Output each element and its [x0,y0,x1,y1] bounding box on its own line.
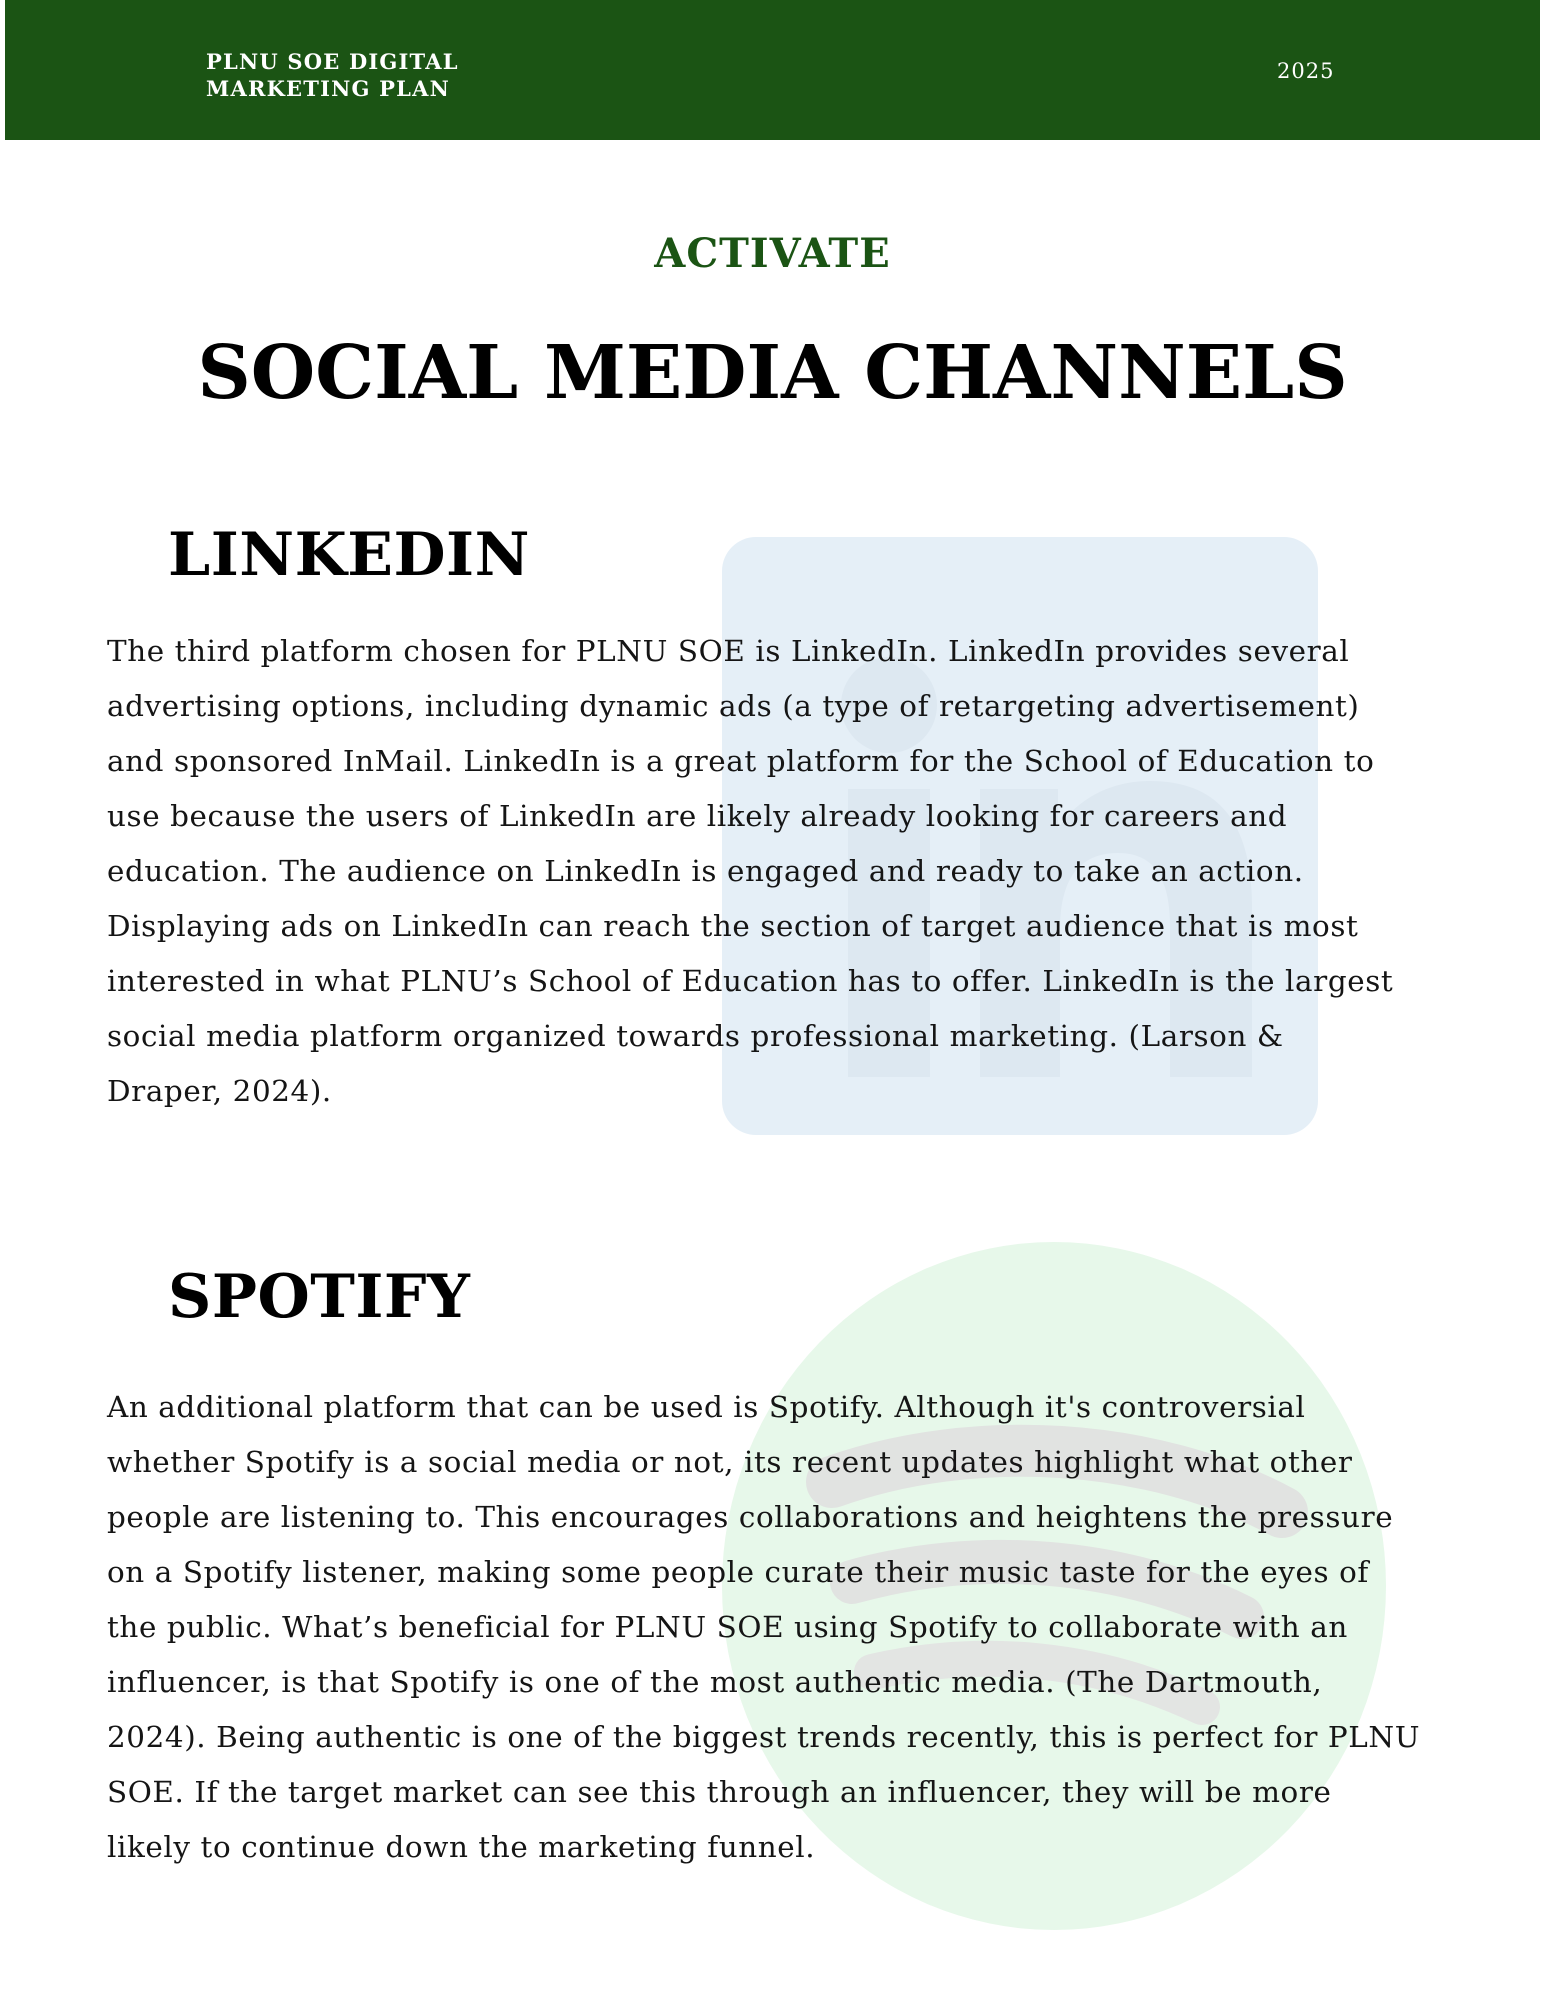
header-year: 2025 [1277,59,1335,83]
spotify-line: 2024). Being authentic is one of the biggest trends recently, this is perfect for PLNU [107,1720,1421,1754]
spotify-line: influencer, is that Spotify is one of the most authentic media. (The Dartmouth, [107,1665,1323,1699]
spotify-line: whether Spotify is a social media or not, its recent updates highlight what other [107,1445,1353,1479]
page-title: SOCIAL MEDIA CHANNELS [197,330,1348,416]
linkedin-heading: LINKEDIN [168,520,530,590]
spotify-line: SOE. If the target market can see this through an influencer, they will be more [107,1775,1332,1809]
section-tag: ACTIVATE [654,230,891,277]
linkedin-line: Displaying ads on LinkedIn can reach the section of target audience that is most [107,909,1359,943]
header-title-line-1: PLNU SOE DIGITAL [206,49,459,74]
spotify-line: likely to continue down the marketing funnel. [107,1830,816,1864]
linkedin-line: interested in what PLNU’s School of Education has to offer. LinkedIn is the largest [107,964,1394,998]
linkedin-line: social media platform organized towards professional marketing. (Larson & [107,1019,1284,1053]
spotify-line: people are listening to. This encourages collaborations and heightens the pressure [107,1500,1394,1534]
linkedin-line: and sponsored InMail. LinkedIn is a great platform for the School of Education to [107,744,1375,778]
linkedin-line: use because the users of LinkedIn are likely already looking for careers and [107,799,1288,833]
linkedin-line: advertising options, including dynamic ads (a type of retargeting advertisement) [107,689,1360,723]
spotify-paragraph [107,1380,1437,1875]
header-title-line-2: MARKETING PLAN [206,76,450,101]
linkedin-line: The third platform chosen for PLNU SOE is LinkedIn. LinkedIn provides several [107,634,1350,668]
linkedin-line: Draper, 2024). [107,1074,332,1108]
spotify-line: An additional platform that can be used is Spotify. Although it's controversial [107,1390,1306,1424]
header-title [206,48,459,102]
spotify-line: the public. What’s beneficial for PLNU SOE using Spotify to collaborate with an [107,1610,1348,1644]
linkedin-line: education. The audience on LinkedIn is engaged and ready to take an action. [107,854,1304,888]
spotify-line: on a Spotify listener, making some people curate their music taste for the eyes of [107,1555,1369,1589]
spotify-heading: SPOTIFY [168,1262,471,1332]
linkedin-paragraph [107,624,1437,1119]
